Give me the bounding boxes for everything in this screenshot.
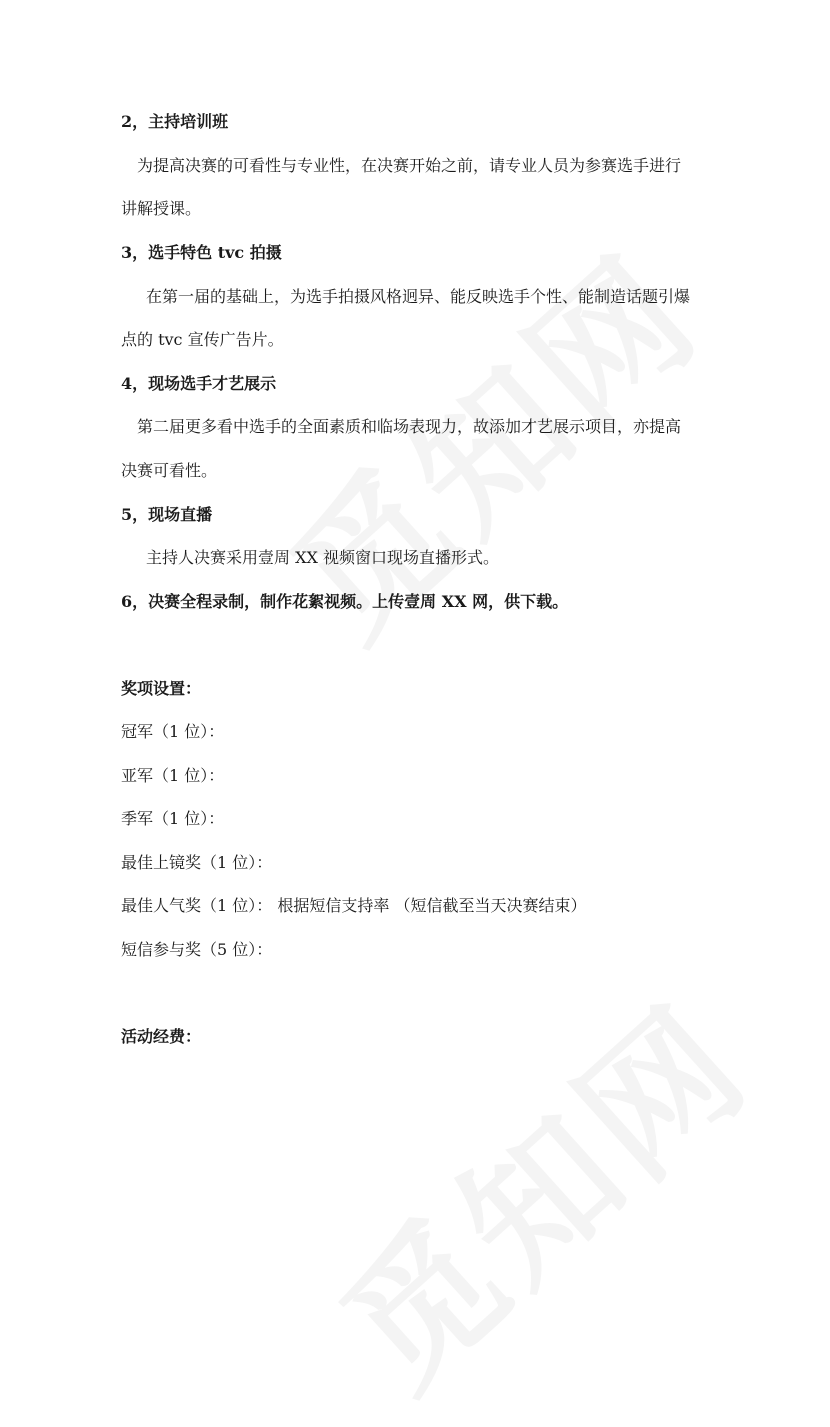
award-item-runner-up: 亚军（1 位）： xyxy=(121,766,225,785)
section-body-4-line-1: 第二届更多看中选手的全面素质和临场表现力，故添加才艺展示项目，亦提高 xyxy=(137,417,682,436)
section-heading-3: 3，选手特色 tvc 拍摄 xyxy=(121,243,282,262)
award-item-third-place: 季军（1 位）： xyxy=(121,809,225,828)
budget-title: 活动经费： xyxy=(121,1027,202,1046)
section-body-3-line-1: 在第一届的基础上，为选手拍摄风格迥异、能反映选手个性、能制造话题引爆 xyxy=(146,287,691,306)
section-body-2-line-1: 为提高决赛的可看性与专业性，在决赛开始之前，请专业人员为参赛选手进行 xyxy=(137,156,682,175)
award-item-best-photogenic: 最佳上镜奖（1 位）： xyxy=(121,853,273,872)
section-heading-2: 2，主持培训班 xyxy=(121,112,229,131)
section-body-4-line-2: 决赛可看性。 xyxy=(121,461,218,480)
section-heading-5: 5，现场直播 xyxy=(121,505,213,524)
watermark-bottom xyxy=(289,949,786,1427)
awards-title: 奖项设置： xyxy=(121,679,202,698)
section-heading-4: 4，现场选手才艺展示 xyxy=(121,374,277,393)
section-heading-6: 6，决赛全程录制，制作花絮视频。上传壹周 XX 网，供下载。 xyxy=(121,592,569,611)
section-body-3-line-2: 点的 tvc 宣传广告片。 xyxy=(121,330,284,349)
award-item-champion: 冠军（1 位）： xyxy=(121,722,225,741)
award-item-sms-participation: 短信参与奖（5 位）： xyxy=(121,940,273,959)
award-item-most-popular: 最佳人气奖（1 位）： 根据短信支持率 （短信截至当天决赛结束） xyxy=(121,896,587,915)
section-body-2-line-2: 讲解授课。 xyxy=(121,199,202,218)
section-body-5-line-1: 主持人决赛采用壹周 XX 视频窗口现场直播形式。 xyxy=(146,548,499,567)
